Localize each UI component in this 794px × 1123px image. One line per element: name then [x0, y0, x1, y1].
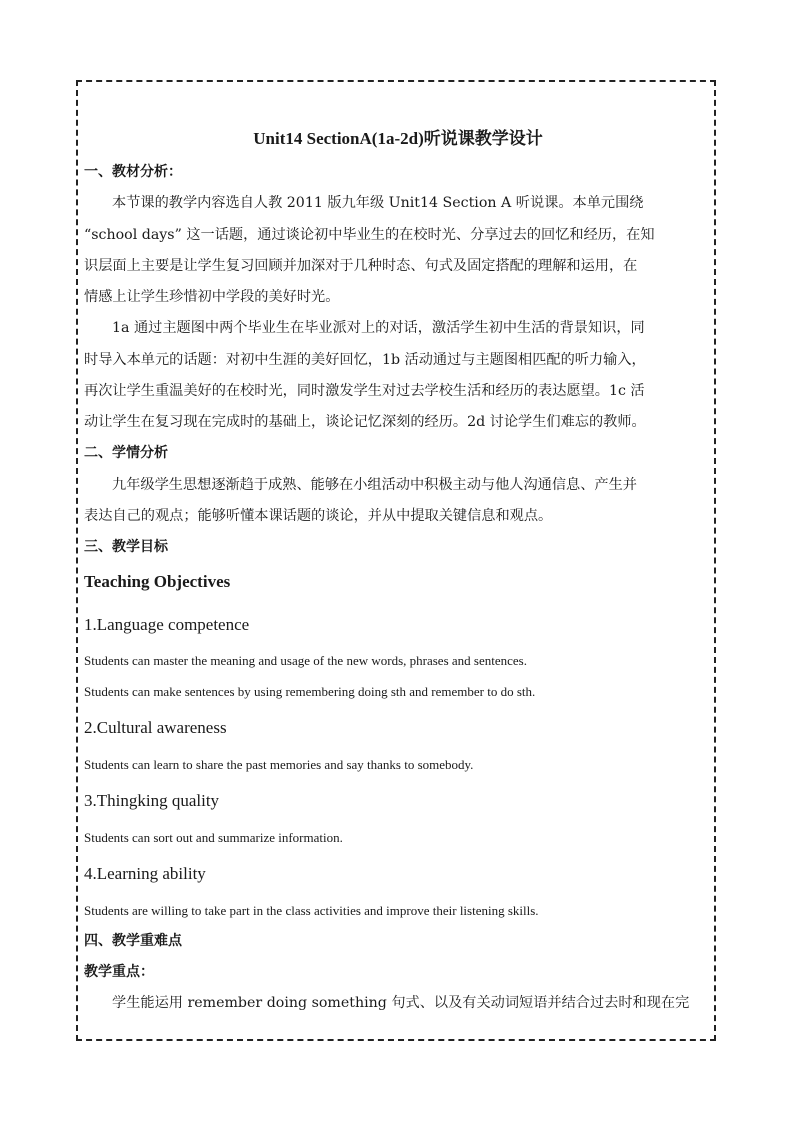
- objective-heading: 3.Thingking quality: [84, 791, 220, 810]
- paragraph-line: 1a 通过主题图中两个毕业生在毕业派对上的对话，激活学生初中生活的背景知识，同: [112, 320, 645, 336]
- objectives-title: Teaching Objectives: [84, 572, 231, 591]
- objective-heading: 1.Language competence: [84, 615, 250, 634]
- objective-line: Students are willing to take part in the class activities and improve their listening skills.: [84, 903, 539, 918]
- section-heading-objectives: 三、教学目标: [84, 539, 168, 555]
- objective-line: Students can learn to share the past memories and say thanks to somebody.: [84, 757, 474, 772]
- paragraph-line: 学生能运用 remember doing something 句式、以及有关动词短语并结合过去时和现在完: [112, 995, 690, 1011]
- paragraph-line: 九年级学生思想逐渐趋于成熟、能够在小组活动中积极主动与他人沟通信息、产生并: [112, 477, 637, 493]
- document-title: Unit14 SectionA(1a-2d)听说课教学设计: [253, 129, 543, 148]
- paragraph-line: 情感上让学生珍惜初中学段的美好时光。: [84, 289, 340, 305]
- objective-line: Students can master the meaning and usage of the new words, phrases and sentences.: [84, 653, 527, 668]
- objective-line: Students can make sentences by using remembering doing sth and remember to do sth.: [84, 684, 536, 699]
- paragraph-line: 动让学生在复习现在完成时的基础上，谈论记忆深刻的经历。2d 讨论学生们难忘的教师。: [84, 414, 646, 430]
- paragraph-line: 再次让学生重温美好的在校时光，同时激发学生对过去学校生活和经历的表达愿望。1c 活: [84, 383, 645, 399]
- paragraph-line: 本节课的教学内容选自人教 2011 版九年级 Unit14 Section A 听说课。本单元围绕: [112, 195, 644, 211]
- objective-heading: 2.Cultural awareness: [84, 718, 227, 737]
- subheading-key-points: 教学重点：: [84, 964, 154, 980]
- section-heading-learners: 二、学情分析: [84, 445, 168, 461]
- section-heading-key-points: 四、教学重难点: [84, 933, 182, 949]
- objective-heading: 4.Learning ability: [84, 864, 206, 883]
- paragraph-line: 表达自己的观点；能够听懂本课话题的谈论，并从中提取关键信息和观点。: [84, 508, 553, 524]
- paragraph-line: “school days” 这一话题，通过谈论初中毕业生的在校时光、分享过去的回忆和经历，在知: [84, 227, 655, 243]
- paragraph-line: 时导入本单元的话题：对初中生涯的美好回忆，1b 活动通过与主题图相匹配的听力输入，: [84, 352, 646, 368]
- objective-line: Students can sort out and summarize information.: [84, 830, 343, 845]
- section-heading-materials: 一、教材分析：: [84, 164, 182, 180]
- paragraph-line: 识层面上主要是让学生复习回顾并加深对于几种时态、句式及固定搭配的理解和运用，在: [84, 258, 638, 274]
